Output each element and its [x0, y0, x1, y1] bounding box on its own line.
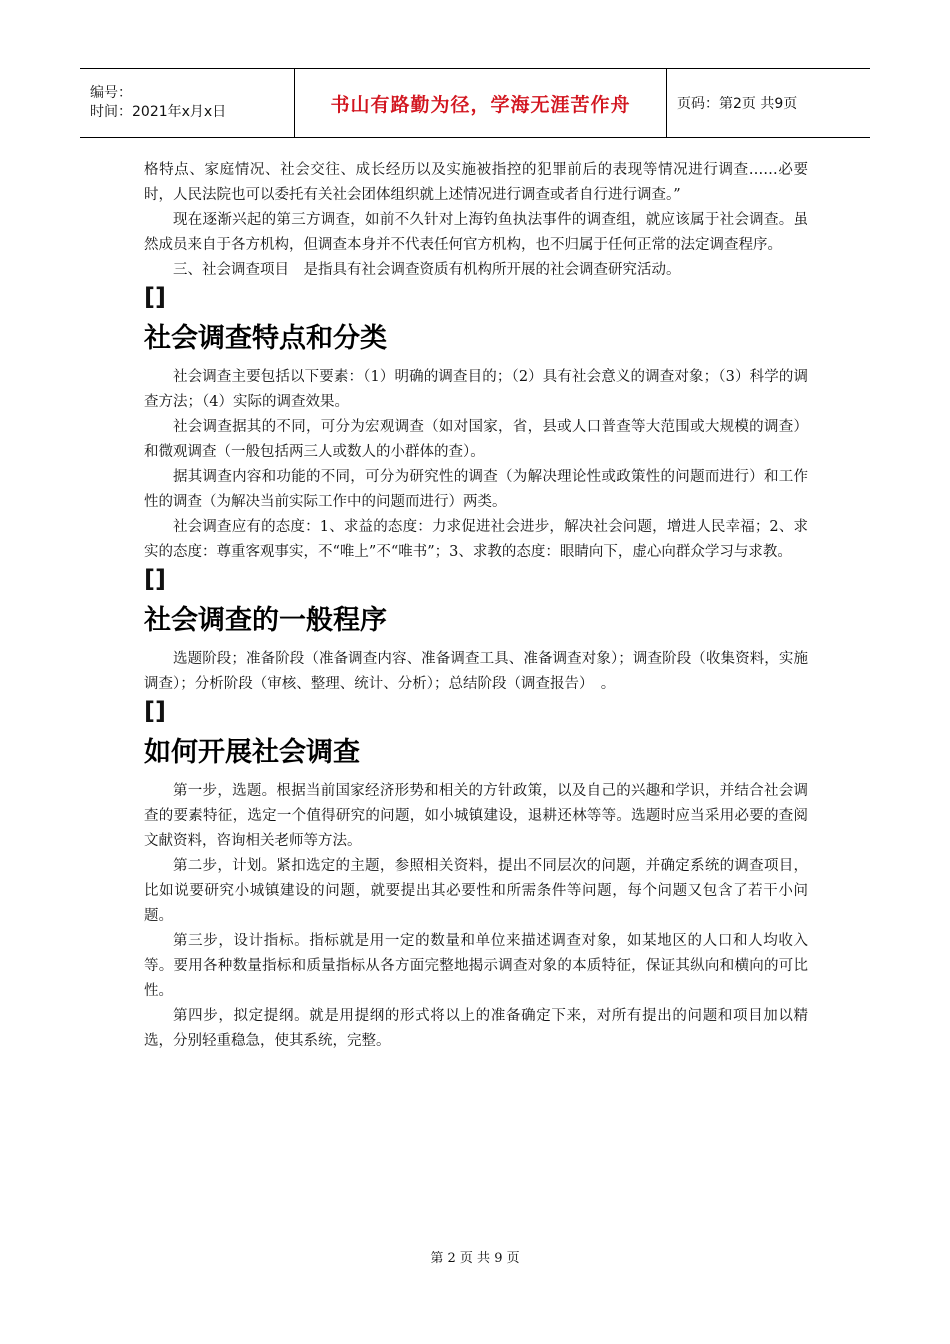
paragraph: 社会调查应有的态度：1、求益的态度：力求促进社会进步，解决社会问题，增进人民幸福；2、求实的态度：尊重客观事实，不“唯上”不“唯书”；3、求教的态度：眼睛向下，虚心向群众学习与求教。 [144, 519, 808, 560]
header-middle-cell [294, 69, 667, 137]
page-footer: 第 2 页 共 9 页 [430, 1251, 520, 1266]
section-heading: 社会调查的一般程序 [144, 605, 387, 636]
paragraph: 第一步，选题。根据当前国家经济形势和相关的方针政策，以及自己的兴趣和学识，并结合社会调查的要素特征，选定一个值得研究的问题，如小城镇建设，退耕还林等等。选题时应当采用必要的查阅文献资料，咨询相关老师等方法。 [144, 783, 808, 849]
bracket-marker: [] [144, 283, 166, 311]
header-right-cell [667, 69, 870, 137]
document-body [144, 158, 808, 1054]
bracket-marker: [] [144, 565, 166, 593]
paragraph: 第三步，设计指标。指标就是用一定的数量和单位来描述调查对象，如某地区的人口和人均收入等。要用各种数量指标和质量指标从各方面完整地揭示调查对象的本质特征，保证其纵向和横向的可比性。 [144, 933, 808, 999]
paragraph: 第二步，计划。紧扣选定的主题，参照相关资料，提出不同层次的问题，并确定系统的调查项目，比如说要研究小城镇建设的问题，就要提出其必要性和所需条件等问题，每个问题又包含了若干小问题。 [144, 858, 808, 924]
header-page-label: 页码：第2页 共9页 [677, 96, 798, 112]
paragraph: 现在逐渐兴起的第三方调查，如前不久针对上海钓鱼执法事件的调查组，就应该属于社会调查。虽然成员来自于各方机构，但调查本身并不代表任何官方机构，也不归属于任何正常的法定调查程序。 [144, 212, 808, 253]
header-slogan: 书山有路勤为径，学海无涯苦作舟 [330, 93, 631, 116]
section-heading: 社会调查特点和分类 [144, 323, 387, 354]
bracket-marker: [] [144, 697, 166, 725]
paragraph: 选题阶段；准备阶段（准备调查内容、准备调查工具、准备调查对象）；调查阶段（收集资料，实施调查）；分析阶段（审核、整理、统计、分析）；总结阶段（调查报告） 。 [144, 651, 808, 692]
document-date-label: 时间：2021年x月x日 [90, 104, 227, 120]
paragraph: 据其调查内容和功能的不同，可分为研究性的调查（为解决理论性或政策性的问题而进行）和工作性的调查（为解决当前实际工作中的问题而进行）两类。 [144, 469, 808, 510]
paragraph: 社会调查据其的不同，可分为宏观调查（如对国家，省，县或人口普查等大范围或大规模的调查）和微观调查（一般包括两三人或数人的小群体的查）。 [144, 419, 808, 460]
header-left-cell [80, 69, 294, 137]
document-number-label: 编号： [90, 85, 132, 101]
paragraph: 格特点、家庭情况、社会交往、成长经历以及实施被指控的犯罪前后的表现等情况进行调查……必要时，人民法院也可以委托有关社会团体组织就上述情况进行调查或者自行进行调查。” [144, 162, 808, 203]
paragraph: 第四步，拟定提纲。就是用提纲的形式将以上的准备确定下来，对所有提出的问题和项目加以精选，分别轻重稳急，使其系统，完整。 [144, 1008, 808, 1049]
document-header [80, 68, 870, 138]
paragraph: 社会调查主要包括以下要素：（1）明确的调查目的；（2）具有社会意义的调查对象；（3）科学的调查方法；（4）实际的调查效果。 [144, 369, 808, 410]
section-heading: 如何开展社会调查 [144, 737, 360, 768]
paragraph: 三、社会调查项目 是指具有社会调查资质有机构所开展的社会调查研究活动。 [173, 262, 681, 278]
